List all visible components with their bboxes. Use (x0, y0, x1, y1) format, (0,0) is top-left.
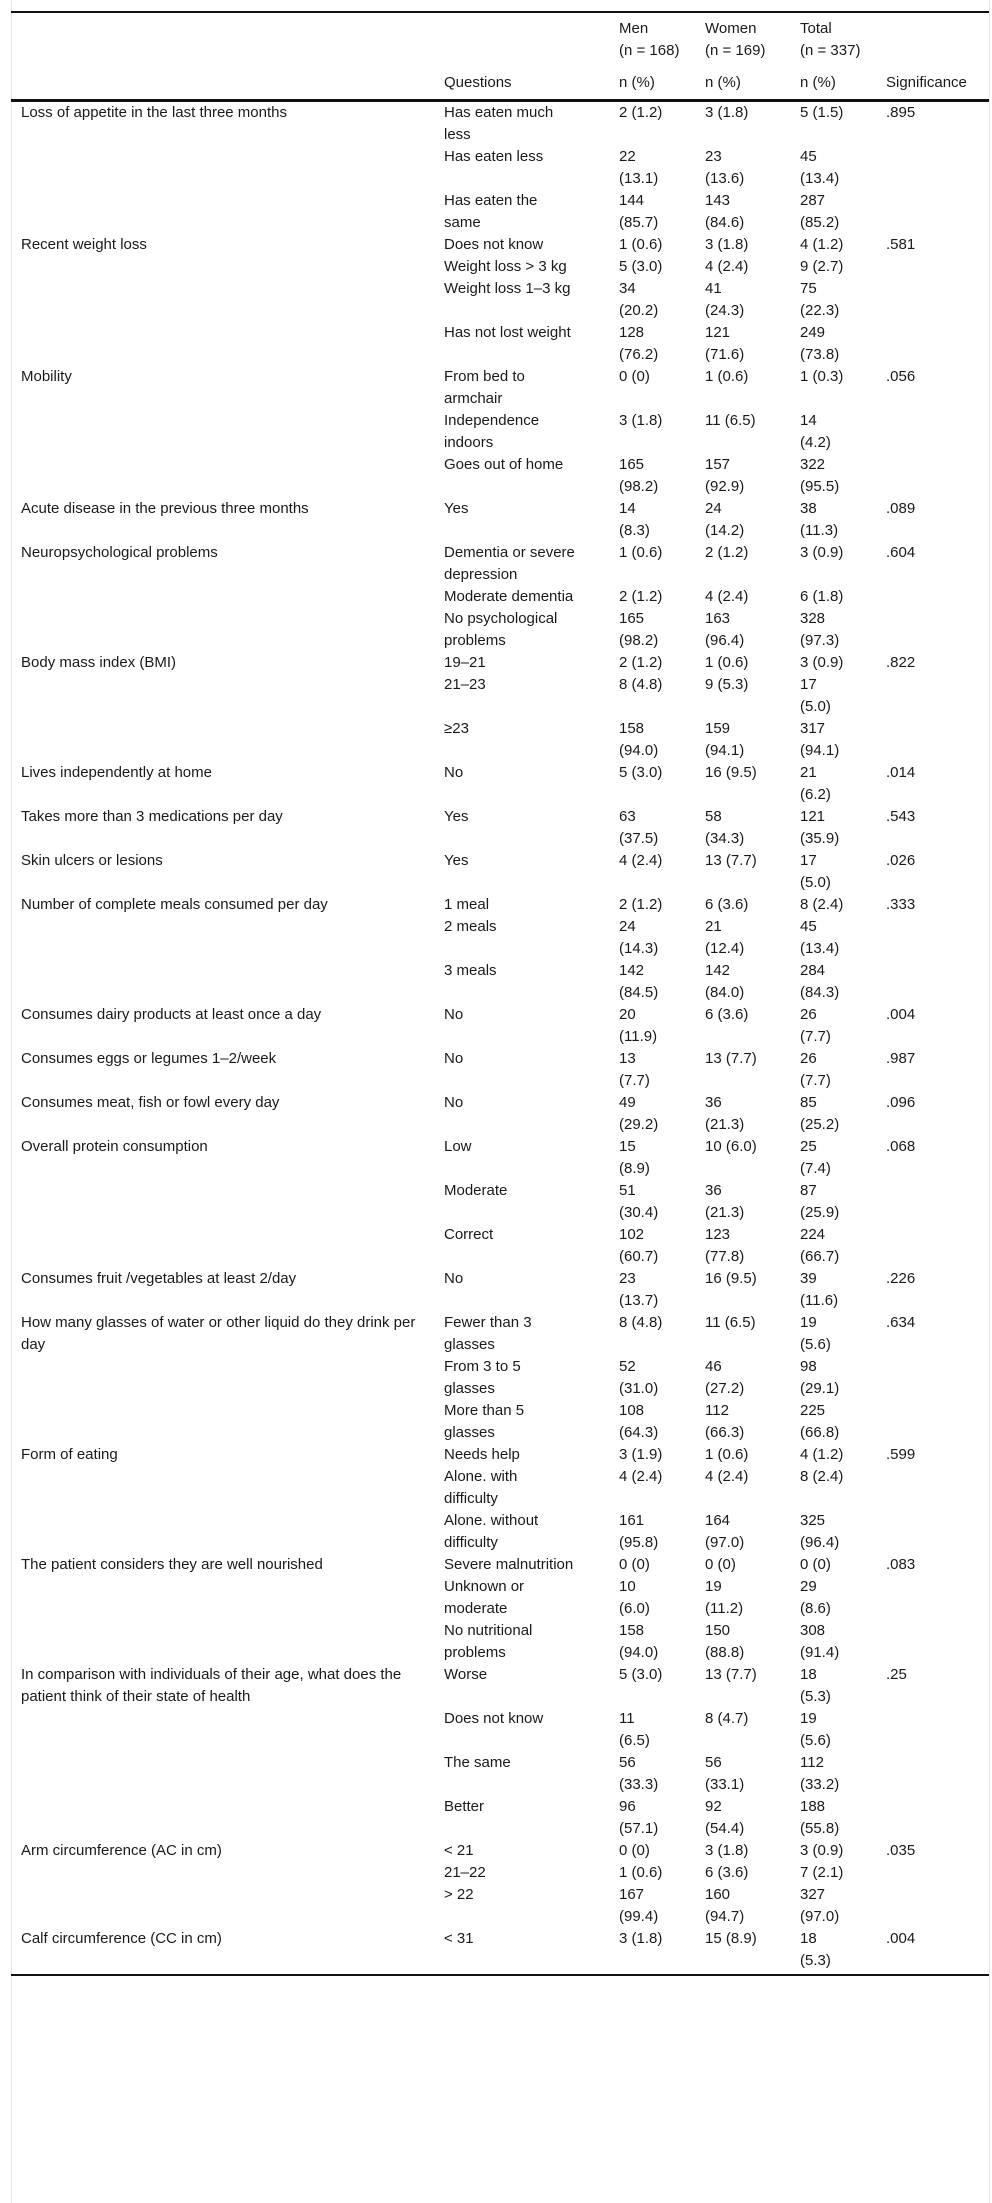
table-row (11, 1136, 989, 1180)
question-label: Consumes eggs or legumes 1–2/week (21, 1050, 277, 1067)
men-value: 1 (0.6) (619, 544, 663, 561)
men-value: 0 (0) (619, 1842, 650, 1859)
significance-value: .604 (886, 544, 916, 561)
women-value: 159 (94.1) (705, 720, 745, 759)
men-value: 158 (94.0) (619, 1622, 659, 1661)
men-value: 158 (94.0) (619, 720, 659, 759)
total-value: 29 (8.6) (800, 1578, 831, 1617)
total-unit-header: n (%) (800, 62, 886, 101)
total-value: 224 (66.7) (800, 1226, 840, 1265)
significance-value: .634 (886, 1314, 916, 1331)
women-value: 56 (33.1) (705, 1754, 745, 1793)
answer-label: No nutritional problems (444, 1622, 533, 1661)
question-label: Mobility (21, 368, 72, 385)
significance-value: .026 (886, 852, 916, 869)
men-value: 52 (31.0) (619, 1358, 659, 1397)
question-label: Consumes meat, fish or fowl every day (21, 1094, 280, 1111)
answer-label: Alone. with difficulty (444, 1468, 518, 1507)
women-value: 0 (0) (705, 1556, 736, 1573)
significance-value: .543 (886, 808, 916, 825)
men-value: 23 (13.7) (619, 1270, 659, 1309)
significance-value: .083 (886, 1556, 916, 1573)
women-value: 15 (8.9) (705, 1930, 757, 1947)
total-value: 18 (5.3) (800, 1930, 831, 1969)
women-value: 1 (0.6) (705, 368, 749, 385)
total-value: 112 (33.2) (800, 1754, 840, 1793)
men-value: 2 (1.2) (619, 896, 663, 913)
table-row (11, 894, 989, 916)
men-value: 4 (2.4) (619, 852, 663, 869)
answer-label: Correct (444, 1226, 494, 1243)
total-value: 14 (4.2) (800, 412, 831, 451)
answer-label: No (444, 1050, 464, 1067)
table-row (11, 1268, 989, 1312)
men-value: 11 (6.5) (619, 1710, 650, 1749)
men-value: 167 (99.4) (619, 1886, 659, 1925)
women-value: 19 (11.2) (705, 1578, 744, 1617)
significance-header: Significance (886, 62, 989, 101)
women-value: 163 (96.4) (705, 610, 745, 649)
men-value: 1 (0.6) (619, 1864, 663, 1881)
total-value: 45 (13.4) (800, 148, 840, 187)
significance-value: .895 (886, 104, 916, 121)
table-row (11, 366, 989, 410)
total-value: 3 (0.9) (800, 544, 844, 561)
table-row (11, 652, 989, 674)
table-row (11, 234, 989, 256)
total-value: 45 (13.4) (800, 918, 840, 957)
women-value: 8 (4.7) (705, 1710, 749, 1727)
men-value: 108 (64.3) (619, 1402, 659, 1441)
answer-label: No (444, 1094, 464, 1111)
women-value: 23 (13.6) (705, 148, 745, 187)
answer-label: Weight loss > 3 kg (444, 258, 567, 275)
total-value: 26 (7.7) (800, 1006, 831, 1045)
men-unit-header: n (%) (619, 62, 705, 101)
question-label: Consumes fruit /vegetables at least 2/day (21, 1270, 297, 1287)
answer-label: Moderate dementia (444, 588, 574, 605)
women-value: 58 (34.3) (705, 808, 745, 847)
total-value: 308 (91.4) (800, 1622, 840, 1661)
men-value: 3 (1.9) (619, 1446, 663, 1463)
men-value: 8 (4.8) (619, 676, 663, 693)
answer-label: Has eaten much less (444, 104, 554, 143)
men-value: 56 (33.3) (619, 1754, 659, 1793)
table-row (11, 498, 989, 542)
question-label: Form of eating (21, 1446, 118, 1463)
women-value: 6 (3.6) (705, 896, 749, 913)
total-value: 4 (1.2) (800, 1446, 844, 1463)
answer-label: Has eaten less (444, 148, 544, 165)
total-value: 1 (0.3) (800, 368, 844, 385)
answer-label: Yes (444, 852, 469, 869)
table-row (11, 1312, 989, 1356)
men-value: 10 (6.0) (619, 1578, 650, 1617)
total-value: 5 (1.5) (800, 104, 844, 121)
women-value: 21 (12.4) (705, 918, 745, 957)
total-value: 325 (96.4) (800, 1512, 840, 1551)
answer-label: < 21 (444, 1842, 474, 1859)
total-value: 19 (5.6) (800, 1710, 831, 1749)
question-label: Lives independently at home (21, 764, 212, 781)
women-value: 164 (97.0) (705, 1512, 745, 1551)
total-value: 21 (6.2) (800, 764, 831, 803)
women-value: 36 (21.3) (705, 1182, 745, 1221)
women-column-header: Women (n = 169) (705, 12, 800, 62)
men-value: 5 (3.0) (619, 1666, 663, 1683)
men-value: 165 (98.2) (619, 610, 659, 649)
total-value: 87 (25.9) (800, 1182, 840, 1221)
women-value: 4 (2.4) (705, 1468, 749, 1485)
significance-value: .096 (886, 1094, 916, 1111)
women-value: 11 (6.5) (705, 412, 756, 429)
women-value: 4 (2.4) (705, 588, 749, 605)
women-value: 2 (1.2) (705, 544, 749, 561)
men-value: 3 (1.8) (619, 412, 663, 429)
answer-label: Dementia or severe depression (444, 544, 575, 583)
significance-value: .987 (886, 1050, 916, 1067)
men-value: 144 (85.7) (619, 192, 659, 231)
men-value: 165 (98.2) (619, 456, 659, 495)
answer-label: Alone. without difficulty (444, 1512, 539, 1551)
answer-label: Yes (444, 500, 469, 517)
answer-label: Does not know (444, 236, 544, 253)
total-value: 8 (2.4) (800, 1468, 844, 1485)
answer-label: Worse (444, 1666, 488, 1683)
answer-label: No psychological problems (444, 610, 558, 649)
total-value: 0 (0) (800, 1556, 831, 1573)
women-value: 142 (84.0) (705, 962, 745, 1001)
answer-label: No (444, 1270, 464, 1287)
questions-header: Questions (444, 62, 619, 101)
men-value: 5 (3.0) (619, 258, 663, 275)
table-row (11, 1840, 989, 1862)
total-value: 9 (2.7) (800, 258, 844, 275)
men-value: 49 (29.2) (619, 1094, 659, 1133)
answer-label: 19–21 (444, 654, 486, 671)
men-value: 8 (4.8) (619, 1314, 663, 1331)
total-value: 98 (29.1) (800, 1358, 840, 1397)
question-label: Arm circumference (AC in cm) (21, 1842, 222, 1859)
total-value: 4 (1.2) (800, 236, 844, 253)
question-label: Consumes dairy products at least once a day (21, 1006, 322, 1023)
total-value: 39 (11.6) (800, 1270, 839, 1309)
women-value: 3 (1.8) (705, 1842, 749, 1859)
men-value: 3 (1.8) (619, 1930, 663, 1947)
question-label: Acute disease in the previous three months (21, 500, 309, 517)
women-value: 41 (24.3) (705, 280, 745, 319)
women-value: 13 (7.7) (705, 1050, 757, 1067)
table-row (11, 542, 989, 586)
significance-value: .068 (886, 1138, 916, 1155)
women-value: 24 (14.2) (705, 500, 745, 539)
total-value: 19 (5.6) (800, 1314, 831, 1353)
answer-label: Weight loss 1–3 kg (444, 280, 571, 297)
table-row (11, 101, 989, 147)
question-label: Loss of appetite in the last three months (21, 104, 287, 121)
total-value: 18 (5.3) (800, 1666, 831, 1705)
table-row (11, 762, 989, 806)
significance-value: .004 (886, 1930, 916, 1947)
women-value: 157 (92.9) (705, 456, 745, 495)
men-value: 0 (0) (619, 1556, 650, 1573)
total-value: 287 (85.2) (800, 192, 840, 231)
men-value: 2 (1.2) (619, 104, 663, 121)
total-value: 317 (94.1) (800, 720, 840, 759)
question-label: Number of complete meals consumed per day (21, 896, 328, 913)
total-value: 3 (0.9) (800, 1842, 844, 1859)
total-value: 25 (7.4) (800, 1138, 831, 1177)
women-value: 150 (88.8) (705, 1622, 745, 1661)
answer-label: No (444, 764, 464, 781)
total-value: 6 (1.8) (800, 588, 844, 605)
answer-label: No (444, 1006, 464, 1023)
answer-label: Yes (444, 808, 469, 825)
answer-label: Low (444, 1138, 472, 1155)
question-label: How many glasses of water or other liquid do they drink per day (21, 1314, 416, 1353)
table-row (11, 1928, 989, 1975)
answer-label: From bed to armchair (444, 368, 525, 407)
men-value: 4 (2.4) (619, 1468, 663, 1485)
men-value: 15 (8.9) (619, 1138, 650, 1177)
answer-label: Does not know (444, 1710, 544, 1727)
women-value: 46 (27.2) (705, 1358, 745, 1397)
answer-label: From 3 to 5 glasses (444, 1358, 521, 1397)
table-row (11, 1554, 989, 1576)
answer-label: Fewer than 3 glasses (444, 1314, 532, 1353)
answer-label: Unknown or moderate (444, 1578, 525, 1617)
men-value: 51 (30.4) (619, 1182, 659, 1221)
question-label: Body mass index (BMI) (21, 654, 177, 671)
total-value: 3 (0.9) (800, 654, 844, 671)
table-row (11, 806, 989, 850)
men-value: 34 (20.2) (619, 280, 659, 319)
table-row (11, 1092, 989, 1136)
question-label: In comparison with individuals of their age, what does the patient think of their state of health (21, 1666, 402, 1705)
men-value: 128 (76.2) (619, 324, 659, 363)
total-value: 121 (35.9) (800, 808, 840, 847)
total-column-header: Total (n = 337) (800, 12, 886, 62)
significance-value: .004 (886, 1006, 916, 1023)
total-value: 188 (55.8) (800, 1798, 840, 1837)
significance-value: .014 (886, 764, 916, 781)
significance-value: .333 (886, 896, 916, 913)
women-value: 160 (94.7) (705, 1886, 745, 1925)
total-value: 26 (7.7) (800, 1050, 831, 1089)
women-value: 123 (77.8) (705, 1226, 745, 1265)
women-value: 4 (2.4) (705, 258, 749, 275)
significance-value: .25 (886, 1666, 907, 1683)
men-value: 24 (14.3) (619, 918, 659, 957)
women-value: 13 (7.7) (705, 1666, 757, 1683)
table-row (11, 1664, 989, 1708)
men-value: 102 (60.7) (619, 1226, 659, 1265)
significance-value: .056 (886, 368, 916, 385)
significance-value: .035 (886, 1842, 916, 1859)
answer-label: Moderate (444, 1182, 508, 1199)
answer-label: 1 meal (444, 896, 490, 913)
answer-label: Has not lost weight (444, 324, 571, 341)
answer-label: Has eaten the same (444, 192, 538, 231)
men-value: 161 (95.8) (619, 1512, 659, 1551)
total-value: 284 (84.3) (800, 962, 840, 1001)
men-value: 0 (0) (619, 368, 650, 385)
table-row (11, 1444, 989, 1466)
total-value: 328 (97.3) (800, 610, 840, 649)
women-value: 9 (5.3) (705, 676, 749, 693)
table-row (11, 1048, 989, 1092)
answer-label: 2 meals (444, 918, 497, 935)
question-label: Overall protein consumption (21, 1138, 208, 1155)
total-value: 7 (2.1) (800, 1864, 844, 1881)
answer-label: ≥23 (444, 720, 469, 737)
men-value: 5 (3.0) (619, 764, 663, 781)
men-value: 142 (84.5) (619, 962, 659, 1001)
question-label: Skin ulcers or lesions (21, 852, 163, 869)
answer-label: 21–23 (444, 676, 486, 693)
question-label: Neuropsychological problems (21, 544, 218, 561)
women-value: 143 (84.6) (705, 192, 745, 231)
men-value: 13 (7.7) (619, 1050, 650, 1089)
answer-label: < 31 (444, 1930, 474, 1947)
significance-value: .599 (886, 1446, 916, 1463)
table-row (11, 850, 989, 894)
significance-value: .089 (886, 500, 916, 517)
total-value: 8 (2.4) (800, 896, 844, 913)
answer-label: Goes out of home (444, 456, 564, 473)
answer-label: The same (444, 1754, 511, 1771)
question-label: Calf circumference (CC in cm) (21, 1930, 222, 1947)
women-value: 112 (66.3) (705, 1402, 745, 1441)
total-value: 322 (95.5) (800, 456, 840, 495)
men-value: 2 (1.2) (619, 588, 663, 605)
significance-value: .822 (886, 654, 916, 671)
significance-value: .581 (886, 236, 916, 253)
men-value: 96 (57.1) (619, 1798, 659, 1837)
total-value: 249 (73.8) (800, 324, 840, 363)
men-value: 14 (8.3) (619, 500, 650, 539)
women-value: 121 (71.6) (705, 324, 745, 363)
answer-label: 3 meals (444, 962, 497, 979)
women-value: 3 (1.8) (705, 104, 749, 121)
answer-label: Independence indoors (444, 412, 540, 451)
women-value: 6 (3.6) (705, 1864, 749, 1881)
women-value: 36 (21.3) (705, 1094, 745, 1133)
table-header (11, 12, 989, 101)
total-value: 38 (11.3) (800, 500, 839, 539)
total-value: 17 (5.0) (800, 676, 831, 715)
women-value: 11 (6.5) (705, 1314, 756, 1331)
total-value: 327 (97.0) (800, 1886, 840, 1925)
women-value: 10 (6.0) (705, 1138, 757, 1155)
answer-label: Better (444, 1798, 485, 1815)
women-value: 92 (54.4) (705, 1798, 745, 1837)
answer-label: 21–22 (444, 1864, 486, 1881)
women-unit-header: n (%) (705, 62, 800, 101)
men-value: 20 (11.9) (619, 1006, 658, 1045)
women-value: 6 (3.6) (705, 1006, 749, 1023)
women-value: 1 (0.6) (705, 654, 749, 671)
women-value: 16 (9.5) (705, 764, 757, 781)
nutrition-results-table (11, 11, 989, 1976)
table-row (11, 1004, 989, 1048)
answer-label: Severe malnutrition (444, 1556, 574, 1573)
men-value: 22 (13.1) (619, 148, 659, 187)
women-value: 13 (7.7) (705, 852, 757, 869)
total-value: 85 (25.2) (800, 1094, 840, 1133)
question-label: The patient considers they are well nourished (21, 1556, 323, 1573)
men-value: 2 (1.2) (619, 654, 663, 671)
women-value: 16 (9.5) (705, 1270, 757, 1287)
men-column-header: Men (n = 168) (619, 12, 705, 62)
significance-value: .226 (886, 1270, 916, 1287)
question-label: Recent weight loss (21, 236, 147, 253)
table-body (11, 101, 989, 1976)
total-value: 225 (66.8) (800, 1402, 840, 1441)
women-value: 1 (0.6) (705, 1446, 749, 1463)
answer-label: More than 5 glasses (444, 1402, 525, 1441)
answer-label: > 22 (444, 1886, 474, 1903)
answer-label: Needs help (444, 1446, 520, 1463)
total-value: 17 (5.0) (800, 852, 831, 891)
men-value: 1 (0.6) (619, 236, 663, 253)
question-label: Takes more than 3 medications per day (21, 808, 283, 825)
total-value: 75 (22.3) (800, 280, 840, 319)
women-value: 3 (1.8) (705, 236, 749, 253)
men-value: 63 (37.5) (619, 808, 659, 847)
